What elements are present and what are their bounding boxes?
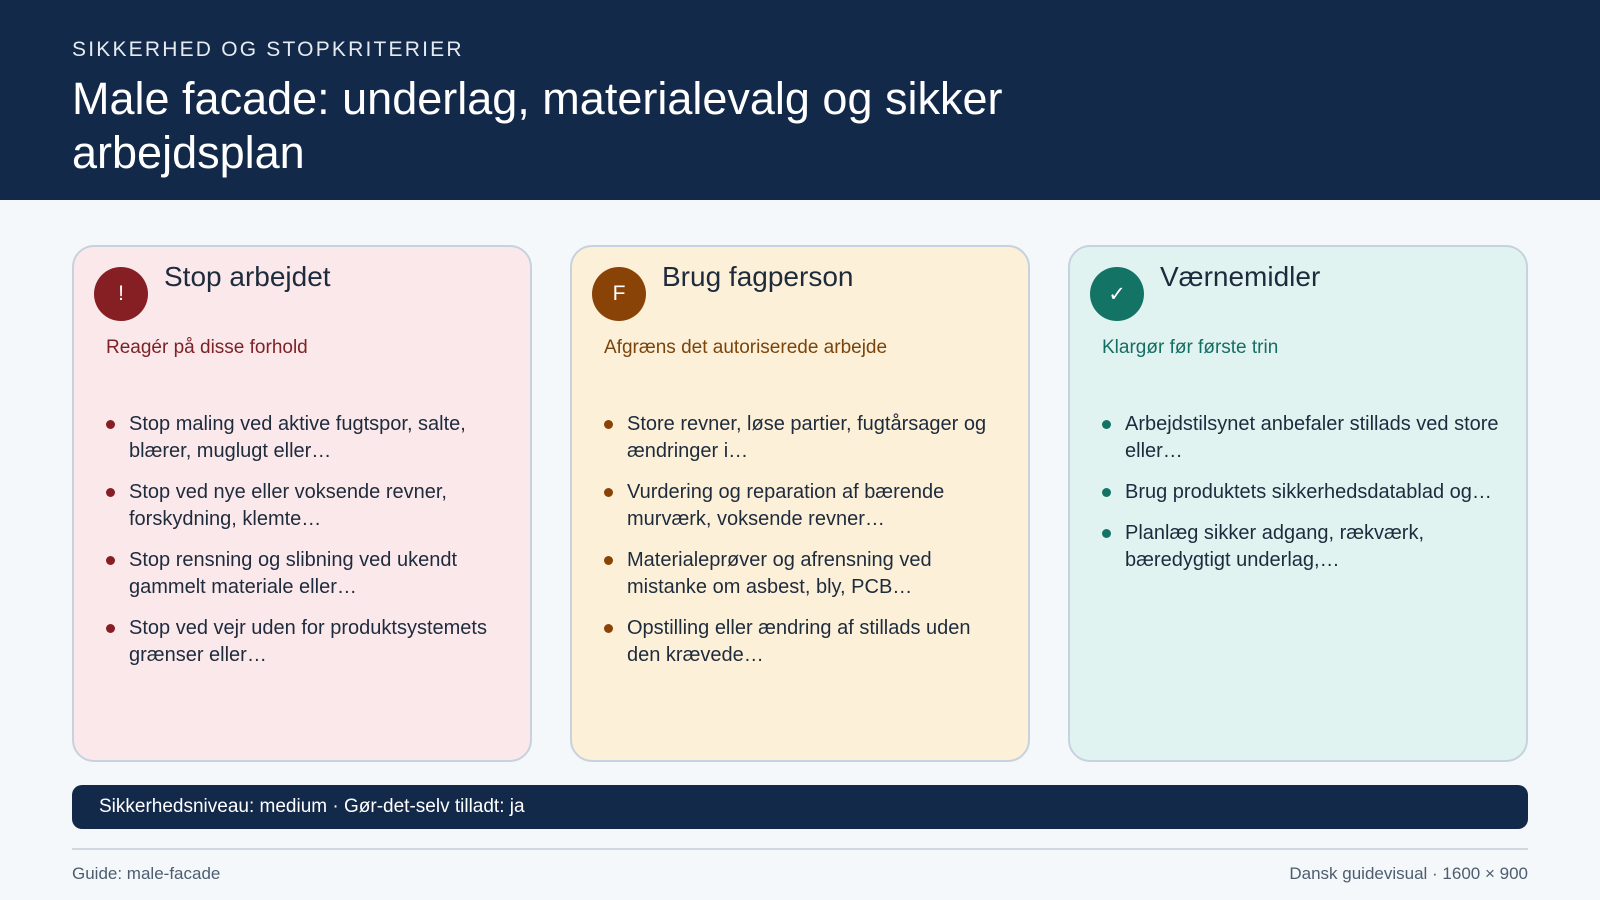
card-stop-work [72, 245, 532, 762]
bullet-icon [604, 420, 613, 429]
list-item [604, 479, 1004, 533]
list-item [106, 547, 506, 601]
list-item-text: Stop maling ved aktive fugtspor, salte, blærer, muglugt eller… [129, 413, 466, 462]
bullet-icon [1102, 488, 1111, 497]
footer-divider [72, 848, 1528, 850]
bullet-icon [106, 624, 115, 633]
card-subtitle: Afgræns det autoriserede arbejde [604, 337, 888, 358]
card-title: Stop arbejdet [164, 261, 331, 292]
page-eyebrow: SIKKERHED OG STOPKRITERIER [72, 38, 464, 61]
checkmark-icon: ✓ [1090, 267, 1144, 321]
exclamation-icon: ! [94, 267, 148, 321]
bullet-icon [1102, 529, 1111, 538]
bullet-icon [106, 556, 115, 565]
card-list [1102, 411, 1502, 588]
list-item-text: Vurdering og reparation af bærende murværk, voksende revner… [627, 481, 945, 530]
card-subtitle: Reagér på disse forhold [106, 337, 308, 358]
list-item-text: Stop ved nye eller voksende revner, forskydning, klemte… [129, 481, 447, 530]
card-title: Brug fagperson [662, 261, 854, 292]
list-item-text: Brug produktets sikkerhedsdatablad og… [1125, 481, 1492, 503]
list-item [1102, 520, 1502, 574]
bullet-icon [1102, 420, 1111, 429]
bullet-icon [604, 556, 613, 565]
card-title: Værnemidler [1160, 261, 1321, 292]
list-item [604, 615, 1004, 669]
list-item-text: Store revner, løse partier, fugtårsager og ændringer i… [627, 413, 987, 462]
list-item [106, 615, 506, 669]
list-item-text: Stop rensning og slibning ved ukendt gammelt materiale eller… [129, 549, 458, 598]
bullet-icon [106, 488, 115, 497]
status-text: Sikkerhedsniveau: medium · Gør-det-selv tilladt: ja [99, 796, 525, 817]
bullet-icon [604, 624, 613, 633]
list-item-text: Stop ved vejr uden for produktsystemets grænser eller… [129, 617, 487, 666]
list-item [1102, 479, 1502, 506]
letter-f-icon: F [592, 267, 646, 321]
list-item-text: Arbejdstilsynet anbefaler stillads ved store eller… [1125, 413, 1499, 462]
card-use-professional [570, 245, 1030, 762]
list-item [604, 411, 1004, 465]
cards-row [72, 245, 1528, 762]
card-list [604, 411, 1004, 683]
footer-meta-label: Dansk guidevisual · 1600 × 900 [1289, 864, 1528, 883]
list-item [604, 547, 1004, 601]
list-item [106, 411, 506, 465]
page-title: Male facade: underlag, materialevalg og sikker arbejdsplan [72, 73, 1003, 178]
bullet-icon [106, 420, 115, 429]
page-header [0, 0, 1600, 200]
footer-guide-label: Guide: male-facade [72, 864, 221, 883]
list-item-text: Materialeprøver og afrensning ved mistanke om asbest, bly, PCB… [627, 549, 932, 598]
card-protective-equipment [1068, 245, 1528, 762]
bullet-icon [604, 488, 613, 497]
card-subtitle: Klargør før første trin [1102, 337, 1279, 358]
card-list [106, 411, 506, 683]
list-item-text: Opstilling eller ændring af stillads uden den krævede… [627, 617, 971, 666]
list-item [106, 479, 506, 533]
list-item-text: Planlæg sikker adgang, rækværk, bæredygtigt underlag,… [1125, 522, 1425, 571]
list-item [1102, 411, 1502, 465]
status-bar [72, 785, 1528, 829]
